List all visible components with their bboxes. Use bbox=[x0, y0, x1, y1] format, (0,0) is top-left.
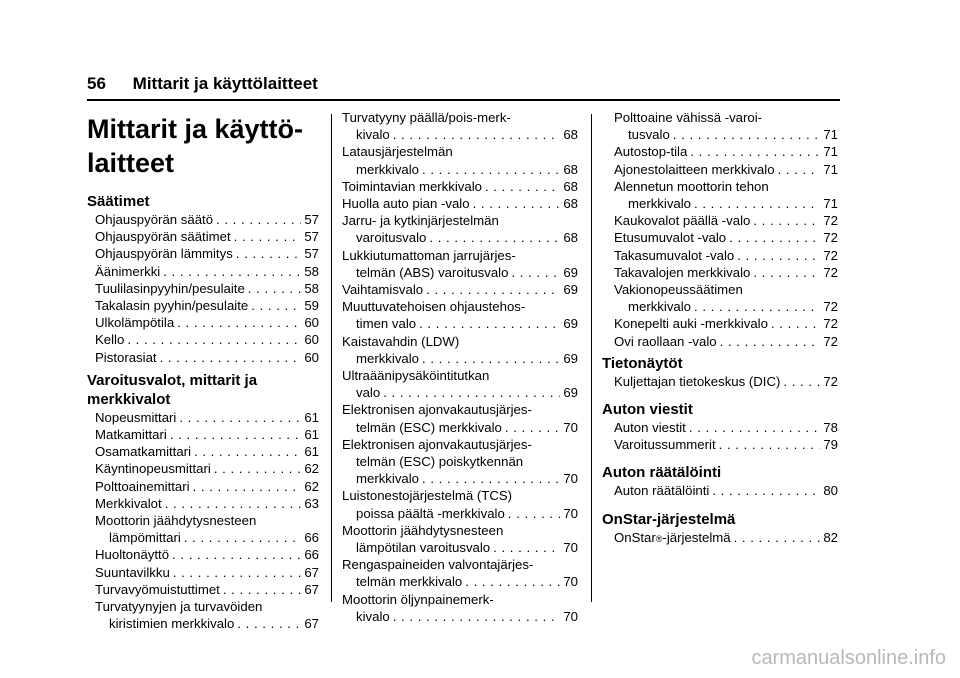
dot-leader bbox=[783, 373, 820, 390]
toc-entry-title: Etusumuvalot -valo bbox=[614, 230, 727, 246]
toc-page-number: 66 bbox=[304, 547, 319, 563]
toc-page-number: 69 bbox=[563, 350, 578, 366]
toc-entry[interactable] bbox=[87, 443, 319, 460]
toc-entry-title: telmän (ESC) poiskytkennän bbox=[356, 454, 524, 470]
toc-entry-title: valo bbox=[356, 385, 381, 401]
dot-leader bbox=[214, 460, 302, 477]
dot-leader bbox=[734, 529, 821, 546]
toc-entry[interactable] bbox=[87, 331, 319, 348]
toc-entry-title: Alennetun moottorin tehon bbox=[614, 178, 769, 194]
toc-entry-title: merkkivalo bbox=[356, 350, 420, 366]
dot-leader bbox=[511, 264, 560, 281]
toc-page-number: 60 bbox=[304, 349, 319, 365]
toc-entry-title: lämpötilan varoitusvalo bbox=[356, 540, 491, 556]
toc-entry[interactable] bbox=[602, 247, 838, 264]
toc-entry-title: Nopeusmittari bbox=[95, 409, 177, 425]
dot-leader bbox=[712, 482, 820, 499]
toc-entry[interactable] bbox=[342, 333, 578, 367]
section-heading bbox=[87, 371, 319, 409]
toc-entry-title: lämpömittari bbox=[109, 530, 181, 546]
toc-page-number: 72 bbox=[823, 213, 838, 229]
toc-entry[interactable] bbox=[342, 522, 578, 556]
toc-entry[interactable] bbox=[87, 546, 319, 563]
dot-leader bbox=[694, 298, 820, 315]
toc-page-number: 60 bbox=[304, 332, 319, 348]
toc-page-number: 71 bbox=[823, 144, 838, 160]
toc-page-number: 68 bbox=[563, 178, 578, 194]
toc-entry[interactable] bbox=[602, 178, 838, 212]
toc-entry-title: telmän (ABS) varoitusvalo bbox=[356, 264, 509, 280]
toc-page-number: 57 bbox=[304, 212, 319, 227]
dot-leader bbox=[694, 195, 820, 212]
dot-leader bbox=[771, 315, 820, 332]
toc-page-number: 71 bbox=[823, 161, 838, 177]
toc-entry[interactable] bbox=[602, 161, 838, 178]
toc-entry[interactable] bbox=[342, 367, 578, 401]
toc-entry[interactable] bbox=[342, 212, 578, 246]
column-divider bbox=[331, 114, 332, 602]
toc-entry[interactable] bbox=[342, 247, 578, 281]
toc-entry-title: Turvavyömuistuttimet bbox=[95, 581, 220, 597]
toc-entry-title: Ulkolämpötila bbox=[95, 315, 175, 331]
toc-entry-title: Pistorasiat bbox=[95, 349, 157, 365]
column-divider bbox=[591, 114, 592, 602]
toc-page-number: 62 bbox=[304, 478, 319, 494]
toc-entry-title: Huolla auto pian -valo bbox=[342, 196, 470, 212]
toc-entry[interactable] bbox=[87, 228, 319, 245]
toc-entry-title-suffix: -järjestelmä bbox=[662, 529, 731, 545]
toc-entry[interactable] bbox=[602, 529, 838, 548]
toc-entry[interactable] bbox=[342, 281, 578, 298]
dot-leader bbox=[173, 564, 302, 581]
dot-leader bbox=[393, 608, 561, 625]
toc-page-number: 67 bbox=[304, 564, 319, 580]
toc-entry-title: Ohjauspyörän säätö bbox=[95, 212, 214, 227]
toc-entry[interactable] bbox=[602, 212, 838, 229]
toc-page-number: 63 bbox=[304, 495, 319, 511]
toc-entry-title: Huoltonäyttö bbox=[95, 547, 170, 563]
toc-entry-title: varoitusvalo bbox=[356, 230, 427, 246]
dot-leader bbox=[737, 247, 820, 264]
section-heading-line: Varoitusvalot, mittarit ja bbox=[87, 371, 258, 389]
toc-entry[interactable] bbox=[342, 591, 578, 625]
toc-page-number: 72 bbox=[823, 230, 838, 246]
toc-page-number: 61 bbox=[304, 444, 319, 460]
toc-entry-title: Kello bbox=[95, 332, 125, 348]
toc-entry-title: Elektronisen ajonvakautusjärjes- bbox=[342, 402, 532, 418]
toc-entry[interactable] bbox=[87, 280, 319, 297]
section-heading-line: merkkivalot bbox=[87, 390, 171, 408]
toc-entry[interactable] bbox=[602, 281, 838, 315]
toc-entry[interactable] bbox=[342, 401, 578, 435]
toc-entry[interactable] bbox=[342, 298, 578, 332]
toc-entry-title: Matkamittari bbox=[95, 427, 167, 443]
dot-leader bbox=[193, 478, 302, 495]
toc-column-2 bbox=[342, 109, 578, 625]
toc-entry-title: Polttoainemittari bbox=[95, 478, 190, 494]
toc-entry-title: Takavalojen merkkivalo bbox=[614, 264, 751, 280]
toc-entry[interactable] bbox=[87, 460, 319, 477]
dot-leader bbox=[179, 409, 301, 426]
toc-entry[interactable] bbox=[87, 245, 319, 262]
toc-page-number: 72 bbox=[823, 333, 838, 349]
toc-entry[interactable] bbox=[602, 436, 838, 453]
toc-entry[interactable] bbox=[87, 409, 319, 426]
toc-page-number: 70 bbox=[563, 419, 578, 435]
dot-leader bbox=[426, 281, 560, 298]
toc-entry-title: Turvatyyny päällä/pois-merk- bbox=[342, 110, 511, 125]
registered-mark: ® bbox=[655, 533, 663, 544]
toc-entry-title: Autostop-tila bbox=[614, 144, 688, 160]
toc-page-number: 57 bbox=[304, 246, 319, 262]
toc-entry-title: Vakionopeussäätimen bbox=[614, 282, 743, 298]
section-heading: Tietonäytöt bbox=[602, 354, 683, 372]
toc-entry-title: Kaistavahdin (LDW) bbox=[342, 333, 460, 349]
toc-entry-title: Varoitussummerit bbox=[614, 437, 716, 453]
dot-leader bbox=[720, 333, 821, 350]
toc-page-number: 68 bbox=[563, 196, 578, 212]
toc-page-number: 69 bbox=[563, 282, 578, 298]
toc-entry-title: Ohjauspyörän lämmitys bbox=[95, 246, 233, 262]
dot-leader bbox=[673, 126, 821, 143]
toc-column-3 bbox=[602, 109, 838, 548]
toc-entry-title: Osamatkamittari bbox=[95, 444, 191, 460]
toc-page-number: 79 bbox=[823, 437, 838, 453]
toc-entry-title: Merkkivalot bbox=[95, 495, 162, 511]
toc-entry[interactable] bbox=[87, 478, 319, 495]
toc-entry[interactable] bbox=[87, 598, 319, 632]
toc-entry-title: Äänimerkki bbox=[95, 263, 161, 279]
toc-entry-title: Moottorin jäähdytysnesteen bbox=[95, 513, 257, 529]
toc-entry-title: kivalo bbox=[356, 127, 390, 143]
toc-page-number: 57 bbox=[304, 229, 319, 245]
dot-leader bbox=[170, 426, 302, 443]
page-header bbox=[87, 74, 318, 94]
dot-leader bbox=[194, 443, 301, 460]
toc-page-number: 72 bbox=[823, 373, 838, 389]
header-rule bbox=[87, 99, 840, 101]
dot-leader bbox=[690, 143, 820, 160]
dot-leader bbox=[223, 581, 302, 598]
toc-entry[interactable] bbox=[342, 143, 578, 177]
toc-entry-title: Muuttuvatehoisen ohjaustehos- bbox=[342, 299, 526, 315]
dot-leader bbox=[505, 419, 560, 436]
section-heading: Auton viestit bbox=[602, 401, 693, 419]
toc-page-number: 72 bbox=[823, 316, 838, 332]
toc-entry[interactable] bbox=[602, 229, 838, 246]
toc-entry-title: OnStar bbox=[614, 529, 656, 545]
dot-leader bbox=[429, 229, 560, 246]
dot-leader bbox=[753, 264, 820, 281]
toc-entry-title: Moottorin öljynpainemerk- bbox=[342, 591, 494, 607]
dot-leader bbox=[177, 314, 301, 331]
toc-entry-title: timen valo bbox=[356, 316, 417, 332]
dot-leader bbox=[248, 280, 302, 297]
toc-entry-title: poissa päältä -merkkivalo bbox=[356, 505, 505, 521]
toc-page-number: 72 bbox=[823, 247, 838, 263]
dot-leader bbox=[473, 195, 561, 212]
dot-leader bbox=[422, 350, 560, 367]
dot-leader bbox=[493, 539, 560, 556]
toc-entry-title: Auton viestit bbox=[614, 420, 686, 436]
toc-entry-title: Takasumuvalot -valo bbox=[614, 247, 735, 263]
dot-leader bbox=[753, 212, 820, 229]
toc-entry[interactable] bbox=[602, 143, 838, 160]
section-heading: OnStar-järjestelmä bbox=[602, 510, 736, 528]
toc-page-number: 58 bbox=[304, 263, 319, 279]
toc-entry-title: Moottorin jäähdytysnesteen bbox=[342, 522, 504, 538]
toc-page-number: 59 bbox=[304, 298, 319, 314]
dot-leader bbox=[160, 349, 302, 366]
toc-page-number: 82 bbox=[823, 529, 838, 545]
toc-entry[interactable] bbox=[87, 426, 319, 443]
dot-leader bbox=[127, 331, 301, 348]
dot-leader bbox=[237, 615, 301, 632]
dot-leader bbox=[729, 229, 820, 246]
toc-entry-title: merkkivalo bbox=[356, 471, 420, 487]
toc-entry-title: Elektronisen ajonvakautusjärjes- bbox=[342, 436, 532, 452]
toc-entry-title: Kuljettajan tietokeskus (DIC) bbox=[614, 373, 781, 389]
toc-entry-title: telmän merkkivalo bbox=[356, 574, 463, 590]
dot-leader bbox=[236, 245, 302, 262]
toc-entry-title: Ajonestolaitteen merkkivalo bbox=[614, 161, 775, 177]
dot-leader bbox=[778, 161, 821, 178]
toc-entry[interactable] bbox=[342, 556, 578, 590]
toc-entry[interactable] bbox=[602, 482, 838, 499]
toc-page-number: 72 bbox=[823, 299, 838, 315]
toc-page-number: 61 bbox=[304, 409, 319, 425]
dot-leader bbox=[216, 211, 301, 228]
dot-leader bbox=[485, 178, 560, 195]
toc-entry[interactable] bbox=[342, 195, 578, 212]
toc-entry[interactable] bbox=[342, 178, 578, 195]
toc-page-number: 70 bbox=[563, 471, 578, 487]
chapter-header-title: Mittarit ja käyttölaitteet bbox=[132, 74, 318, 93]
toc-entry-title: Polttoaine vähissä -varoi- bbox=[614, 110, 763, 125]
toc-page-number: 70 bbox=[563, 505, 578, 521]
toc-page-number: 69 bbox=[563, 385, 578, 401]
toc-entry[interactable] bbox=[87, 512, 319, 546]
chapter-title bbox=[87, 112, 303, 180]
toc-page-number: 58 bbox=[304, 280, 319, 296]
toc-page-number: 69 bbox=[563, 316, 578, 332]
toc-entry-title: Lukkiutumattoman jarrujärjes- bbox=[342, 247, 516, 263]
toc-page-number: 69 bbox=[563, 264, 578, 280]
dot-leader bbox=[465, 573, 560, 590]
dot-leader bbox=[184, 529, 302, 546]
toc-page-number: 67 bbox=[304, 616, 319, 632]
watermark: carmanualsonline.info bbox=[751, 647, 946, 669]
dot-leader bbox=[508, 505, 561, 522]
dot-leader bbox=[689, 419, 820, 436]
toc-entry[interactable] bbox=[342, 436, 578, 488]
toc-entry[interactable] bbox=[87, 495, 319, 512]
toc-entry-title: Ohjauspyörän säätimet bbox=[95, 229, 231, 245]
toc-entry[interactable] bbox=[602, 109, 838, 143]
toc-page-number: 62 bbox=[304, 461, 319, 477]
toc-entry-title: merkkivalo bbox=[628, 299, 692, 315]
toc-page-number: 68 bbox=[563, 127, 578, 143]
toc-entry-title: Käyntinopeusmittari bbox=[95, 461, 211, 477]
toc-entry[interactable] bbox=[87, 581, 319, 598]
dot-leader bbox=[165, 495, 302, 512]
toc-entry[interactable] bbox=[602, 333, 838, 350]
toc-entry-title: Konepelti auki -merkkivalo bbox=[614, 316, 768, 332]
toc-entry-title: Turvatyynyjen ja turvavöiden bbox=[95, 599, 263, 615]
toc-entry-title: Vaihtamisvalo bbox=[342, 282, 424, 298]
toc-page-number: 61 bbox=[304, 427, 319, 443]
toc-entry[interactable] bbox=[87, 349, 319, 366]
toc-entry-title: Ovi raollaan -valo bbox=[614, 333, 717, 349]
chapter-title-line-1: Mittarit ja käyttö- bbox=[87, 114, 304, 144]
toc-entry[interactable] bbox=[87, 263, 319, 280]
toc-entry-title: Kaukovalot päällä -valo bbox=[614, 213, 751, 229]
toc-entry-title: Latausjärjestelmän bbox=[342, 144, 453, 160]
toc-page-number: 71 bbox=[823, 127, 838, 143]
toc-entry[interactable] bbox=[87, 314, 319, 331]
toc-page-number: 67 bbox=[304, 581, 319, 597]
toc-entry-title: merkkivalo bbox=[356, 161, 420, 177]
toc-entry-title: kivalo bbox=[356, 608, 390, 624]
dot-leader bbox=[234, 228, 302, 245]
toc-entry-title: Jarru- ja kytkinjärjestelmän bbox=[342, 213, 499, 229]
toc-entry-title: Toimintavian merkkivalo bbox=[342, 178, 482, 194]
toc-page-number: 60 bbox=[304, 315, 319, 331]
toc-entry[interactable] bbox=[87, 564, 319, 581]
toc-page-number: 70 bbox=[563, 608, 578, 624]
dot-leader bbox=[393, 126, 561, 143]
toc-page-number: 71 bbox=[823, 196, 838, 212]
toc-entry[interactable] bbox=[87, 297, 319, 314]
toc-page-number: 68 bbox=[563, 161, 578, 177]
toc-entry-title: Ultraäänipysäköintitutkan bbox=[342, 368, 490, 384]
toc-page-number: 70 bbox=[563, 540, 578, 556]
page-number: 56 bbox=[87, 74, 106, 93]
dot-leader bbox=[422, 161, 560, 178]
section-heading: Säätimet bbox=[87, 193, 150, 210]
toc-entry[interactable] bbox=[602, 373, 838, 390]
toc-entry-title: tusvalo bbox=[628, 127, 670, 143]
toc-entry[interactable] bbox=[602, 315, 838, 332]
toc-page-number: 66 bbox=[304, 530, 319, 546]
toc-entry[interactable] bbox=[602, 419, 838, 436]
toc-entry-title: Suuntavilkku bbox=[95, 564, 170, 580]
dot-leader bbox=[419, 315, 560, 332]
toc-entry[interactable] bbox=[602, 264, 838, 281]
toc-entry-title: Auton räätälöinti bbox=[614, 483, 710, 499]
dot-leader bbox=[251, 297, 301, 314]
toc-page-number: 72 bbox=[823, 264, 838, 280]
toc-entry-title: telmän (ESC) merkkivalo bbox=[356, 419, 502, 435]
toc-entry-title: merkkivalo bbox=[628, 196, 692, 212]
toc-entry-title: Tuulilasinpyyhin/pesulaite bbox=[95, 280, 245, 296]
toc-entry-title: Rengaspaineiden valvontajärjes- bbox=[342, 557, 534, 573]
toc-page-number: 78 bbox=[823, 420, 838, 436]
dot-leader bbox=[422, 470, 560, 487]
section-heading: Auton räätälöinti bbox=[602, 464, 722, 482]
toc-page-number: 80 bbox=[823, 483, 838, 499]
toc-entry-title: Takalasin pyyhin/pesulaite bbox=[95, 298, 249, 314]
dot-leader bbox=[383, 384, 560, 401]
toc-page-number: 68 bbox=[563, 230, 578, 246]
toc-entry[interactable] bbox=[87, 211, 319, 228]
dot-leader bbox=[719, 436, 821, 453]
toc-entry[interactable] bbox=[342, 109, 578, 143]
toc-entry-title: kiristimien merkkivalo bbox=[109, 616, 235, 632]
dot-leader bbox=[163, 263, 301, 280]
toc-entry-title: Luistonestojärjestelmä (TCS) bbox=[342, 488, 513, 504]
dot-leader bbox=[172, 546, 301, 563]
toc-column-1 bbox=[87, 192, 319, 632]
toc-entry[interactable] bbox=[342, 487, 578, 521]
toc-page-number: 70 bbox=[563, 574, 578, 590]
chapter-title-line-2: laitteet bbox=[87, 148, 175, 178]
